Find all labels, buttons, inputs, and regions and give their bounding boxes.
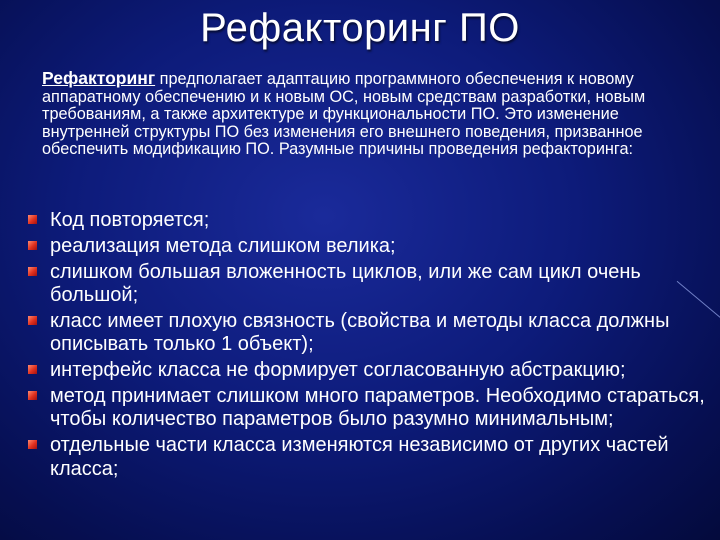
bullet-square-icon [28, 267, 37, 276]
reasons-list [28, 209, 718, 484]
bullet-square-icon [28, 365, 37, 374]
bullet-square-icon [28, 241, 37, 250]
bullet-square-icon [28, 215, 37, 224]
list-item [28, 359, 718, 383]
list-item-text: метод принимает слишком много параметров. Необходимо стараться, чтобы количество параметров было разумно минимальным; [50, 384, 705, 431]
bullet-square-icon [28, 440, 37, 449]
list-item-text: реализация метода слишком велика; [50, 234, 396, 257]
list-item [28, 235, 718, 259]
intro-paragraph [42, 70, 702, 159]
list-item [28, 385, 718, 432]
list-item [28, 209, 718, 233]
list-item-text: отдельные части класса изменяются независимо от других частей класса; [50, 434, 669, 480]
list-item-text: интерфейс класса не формирует согласованную абстракцию; [50, 359, 626, 382]
list-item-text: Код повторяется; [50, 209, 210, 231]
list-item-text: слишком большая вложенность циклов, или же сам цикл очень большой; [50, 260, 641, 307]
bullet-square-icon [28, 316, 37, 325]
intro-text: предполагает адаптацию программного обеспечения к новому аппаратному обеспечению и к новым ОС, новым средствам разработки, новым требованиям, а также архитектуре и функциональности ПО. Это изменение внутренней структуры ПО без изменения его внешнего поведения, призванное обеспечить модификацию ПО. Разумные причины проведения рефакторинга: [42, 70, 646, 159]
intro-term: Рефакторинг [42, 68, 156, 88]
list-item [28, 261, 718, 308]
list-item [28, 310, 718, 357]
slide-title: Рефакторинг ПО [200, 6, 520, 50]
bullet-square-icon [28, 391, 37, 400]
list-item-text: класс имеет плохую связность (свойства и методы класса должны описывать только 1 объект); [50, 309, 670, 356]
list-item [28, 434, 718, 481]
